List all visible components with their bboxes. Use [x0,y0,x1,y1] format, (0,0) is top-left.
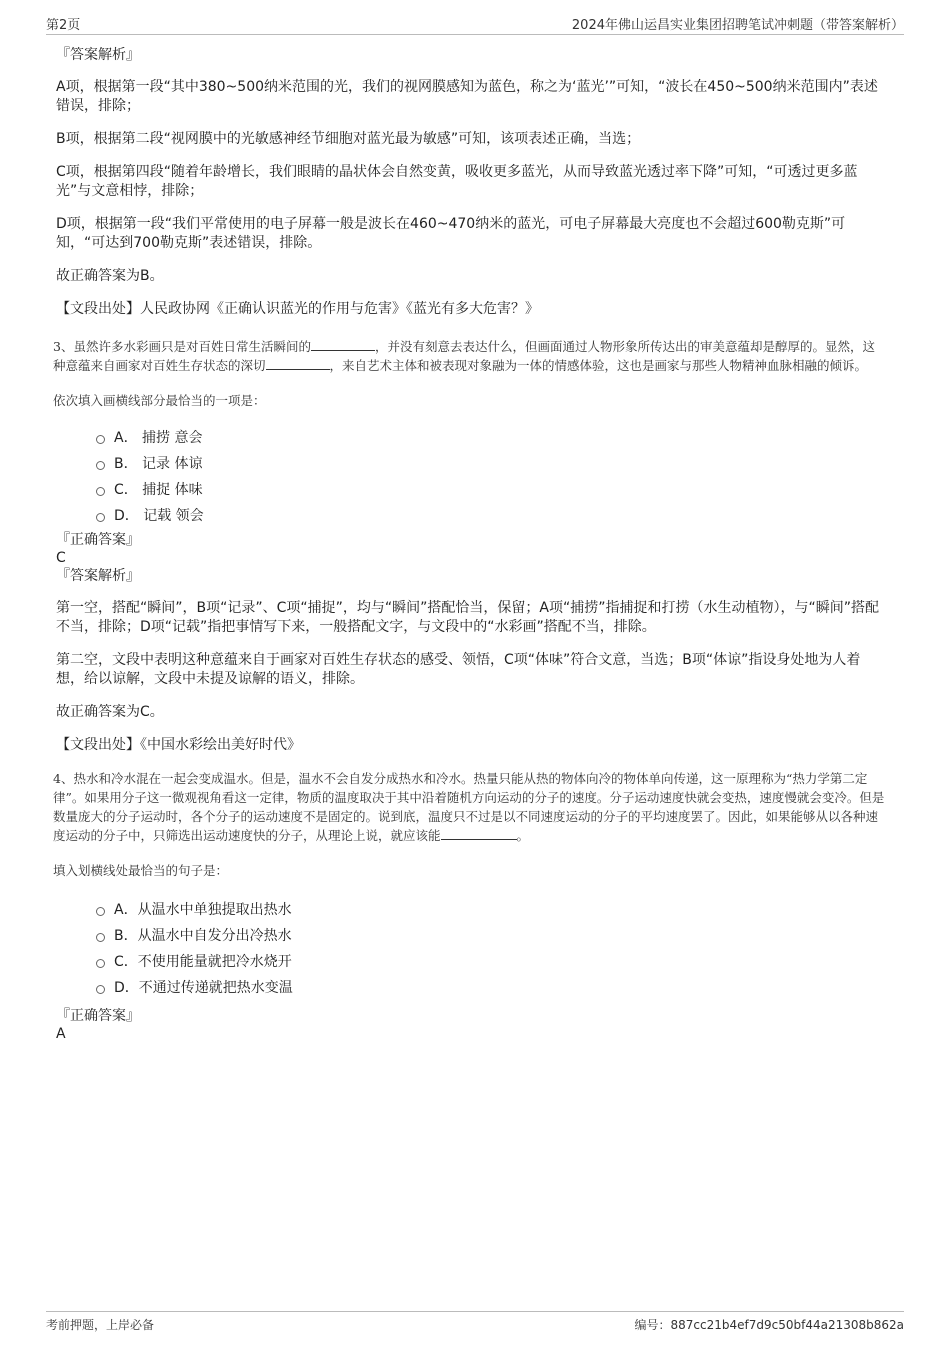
radio-icon[interactable] [96,959,105,968]
question-text: 4、热水和冷水混在一起会变成温水。但是，温水不会自发分成热水和冷水。热量只能从热的物体向冷的物体单向传递，这一原理称为“热力学第二定律”。如果用分子这一微观视角看这一定律，物质的温度取决于其中沿着随机方向运动的分子的速度。分子运动速度快就会变热，速度慢就会变冷。但是数量庞大的分子运动时，各个分子的运动速度不是固定的。说到底，温度只不过是以不同速度运动的分子的平均速度罢了。因此，如果能够从以各种速度运动的分子中，只筛选出运动速度快的分子，从理论上说，就应该能 。 [53,771,885,843]
source-citation: 【文段出处】《中国水彩绘出美好时代》 [56,737,301,753]
options-list [96,897,886,1001]
fill-blank [311,338,375,351]
page-header [46,14,904,35]
option-a[interactable]: A． 捕捞 意会 [96,425,886,451]
question-prompt: 填入划横线处最恰当的句子是： [53,863,229,878]
analysis-label: 『答案解析』 [56,47,140,63]
analysis-paragraph: B项，根据第二段“视网膜中的光敏感神经节细胞对蓝光最为敏感”可知，该项表述正确，当选； [56,131,641,147]
question-3 [53,337,886,755]
section1-analysis [56,46,886,319]
answer-label: 『正确答案』 [56,532,140,548]
footer-slogan: 考前押题，上岸必备 [46,1318,155,1332]
radio-icon[interactable] [96,487,105,496]
question-4 [53,769,886,1043]
option-b[interactable]: B．从温水中自发分出冷热水 [96,923,886,949]
options-list [96,425,886,529]
option-a[interactable]: A．从温水中单独提取出热水 [96,897,886,923]
page-footer [46,1311,904,1335]
fill-blank [266,357,330,370]
radio-icon[interactable] [96,461,105,470]
document-title: 2024年佛山运昌实业集团招聘笔试冲刺题（带答案解析） [571,18,904,33]
radio-icon[interactable] [96,933,105,942]
radio-icon[interactable] [96,435,105,444]
answer-label: 『正确答案』 [56,1008,140,1024]
document-serial: 编号：887cc21b4ef7d9c50bf44a21308b862a [634,1318,904,1332]
analysis-paragraph: 第一空，搭配“瞬间”，B项“记录”、C项“捕捉”，均与“瞬间”搭配恰当，保留；A项“捕捞”指捕捉和打捞（水生动植物），与“瞬间”搭配不当，排除；D项“记载”指把事情写下来，一般搭配文字，与文段中的“水彩画”搭配不当，排除。 [56,600,879,635]
correct-answer: A [56,1026,66,1042]
page-number: 第2页 [46,18,81,33]
analysis-label: 『答案解析』 [56,568,140,584]
option-d[interactable]: D．不通过传递就把热水变温 [96,975,886,1001]
radio-icon[interactable] [96,513,105,522]
conclusion: 故正确答案为B。 [56,268,164,284]
source-citation: 【文段出处】人民政协网《正确认识蓝光的作用与危害》《蓝光有多大危害？》 [56,301,539,317]
correct-answer: C [56,550,66,566]
analysis-paragraph: D项，根据第一段“我们平常使用的电子屏幕一般是波长在460~470纳米的蓝光，可电子屏幕最大亮度也不会超过600勒克斯”可知，“可达到700勒克斯”表述错误，排除。 [56,216,846,251]
option-c[interactable]: C．不使用能量就把冷水烧开 [96,949,886,975]
analysis-paragraph: A项，根据第一段“其中380~500纳米范围的光，我们的视网膜感知为蓝色，称之为‘蓝光’”可知，“波长在450~500纳米范围内”表述错误，排除； [56,79,878,114]
radio-icon[interactable] [96,985,105,994]
question-prompt: 依次填入画横线部分最恰当的一项是： [53,393,266,408]
question-text: 3、虽然许多水彩画只是对百姓日常生活瞬间的 ，并没有刻意去表达什么，但画面通过人物形象所传达出的审美意蕴却是醇厚的。显然，这种意蕴来自画家对百姓生存状态的深切 ，来自艺术主体和被表现对象融为一体的情感体验，这也是画家与那些人物精神血脉相融的倾诉。 [53,339,875,373]
fill-blank [441,827,517,840]
analysis-paragraph: 第二空，文段中表明这种意蕴来自于画家对百姓生存状态的感受、领悟，C项“体味”符合文意，当选；B项“体谅”指设身处地为人着想，给以谅解，文段中未提及谅解的语义，排除。 [56,652,861,687]
page-content [53,46,886,1043]
option-d[interactable]: D． 记载 领会 [96,503,886,529]
option-b[interactable]: B． 记录 体谅 [96,451,886,477]
option-c[interactable]: C． 捕捉 体味 [96,477,886,503]
radio-icon[interactable] [96,907,105,916]
conclusion: 故正确答案为C。 [56,704,164,720]
analysis-paragraph: C项，根据第四段“随着年龄增长，我们眼睛的晶状体会自然变黄，吸收更多蓝光，从而导致蓝光透过率下降”可知，“可透过更多蓝光”与文意相悖，排除； [56,164,858,199]
